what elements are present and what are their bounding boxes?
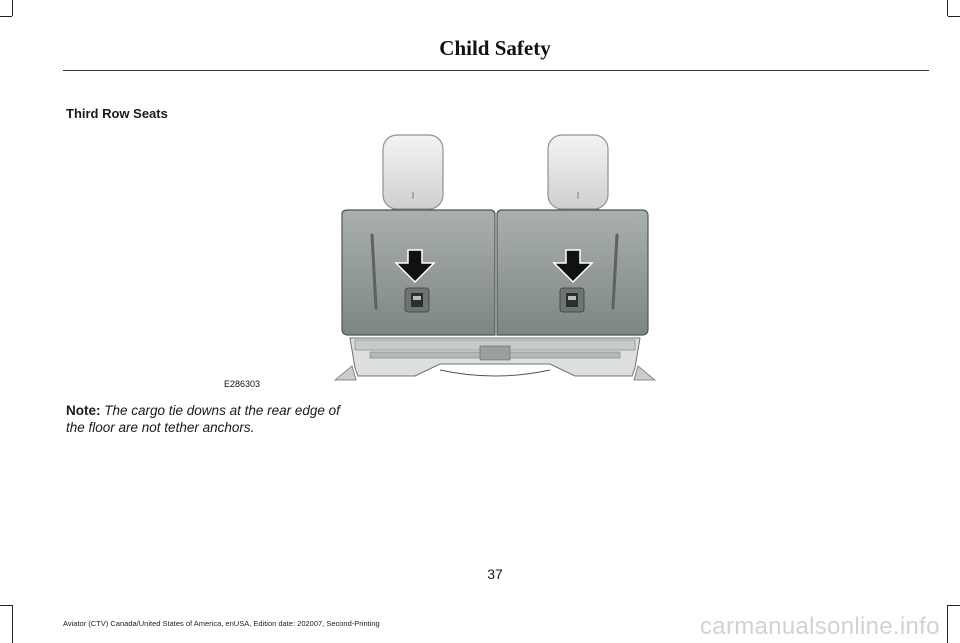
note-label: Note:: [66, 403, 101, 418]
note-text: The cargo tie downs at the rear edge of the floor are not tether anchors.: [66, 403, 340, 435]
page-title: Child Safety: [439, 36, 551, 60]
crop-mark-top-left-v: [12, 0, 13, 16]
footer-edition-info: Aviator (CTV) Canada/United States of America, enUSA, Edition date: 202007, Second-Printing: [63, 619, 380, 628]
crop-mark-bottom-left-v: [12, 605, 13, 643]
crop-mark-bottom-right-v: [947, 605, 948, 643]
crop-mark-bottom-left-h: [0, 605, 12, 606]
section-heading: Third Row Seats: [66, 106, 168, 121]
third-row-seats-illustration: [330, 130, 660, 385]
crop-mark-bottom-right-h: [948, 605, 960, 606]
crop-mark-top-right-v: [947, 0, 948, 16]
right-headrest: [548, 135, 608, 212]
crop-mark-top-left-h: [0, 16, 12, 17]
header-divider: [63, 70, 929, 71]
crop-mark-top-right-h: [948, 16, 960, 17]
note-paragraph: [66, 402, 356, 436]
left-seatback: [342, 210, 495, 335]
watermark: carmanualsonline.info: [700, 613, 940, 640]
right-seatback: [497, 210, 648, 335]
figure-code: E286303: [224, 379, 261, 389]
page-number: 37: [487, 566, 503, 582]
left-headrest: [383, 135, 443, 212]
seat-base-frame: [335, 338, 655, 380]
